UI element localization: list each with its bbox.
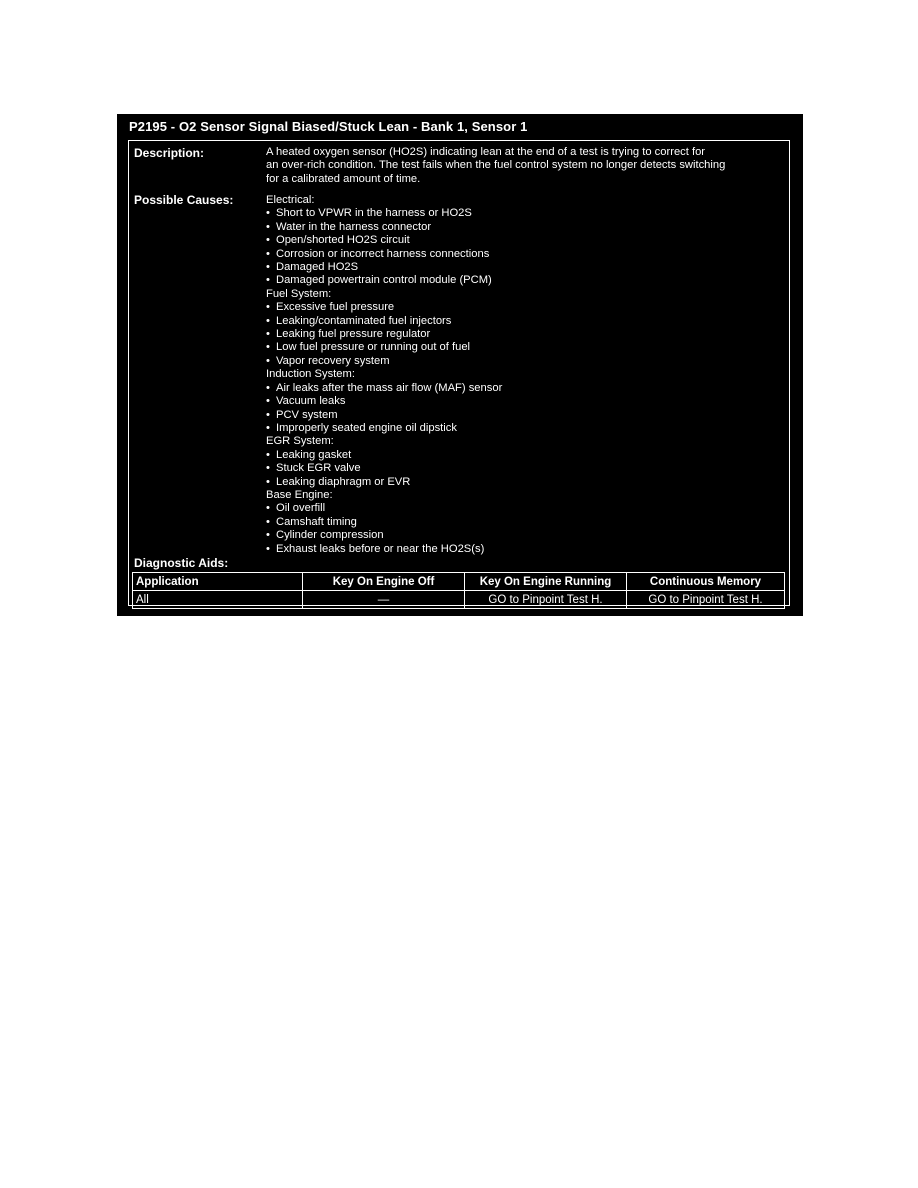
- table-cell: All: [133, 591, 303, 609]
- cause-item: • Exhaust leaks before or near the HO2S(s): [266, 543, 784, 556]
- table-header-row: [133, 573, 785, 591]
- cause-item: • Leaking/contaminated fuel injectors: [266, 315, 784, 328]
- possible-causes-list: [266, 194, 784, 556]
- cause-item: • Cylinder compression: [266, 529, 784, 542]
- description-line: A heated oxygen sensor (HO2S) indicating lean at the end of a test is trying to correct for: [266, 146, 706, 158]
- description-text: [266, 146, 784, 186]
- cause-group-heading: Fuel System:: [266, 287, 332, 300]
- description-line: an over-rich condition. The test fails when the fuel control system no longer detects switching: [266, 159, 726, 172]
- cause-item: • Low fuel pressure or running out of fuel: [266, 341, 784, 354]
- dtc-title: P2195 - O2 Sensor Signal Biased/Stuck Lean - Bank 1, Sensor 1: [129, 119, 528, 134]
- cause-item: • Leaking diaphragm or EVR: [266, 476, 784, 489]
- cause-item: • PCV system: [266, 409, 784, 422]
- cause-item: • Improperly seated engine oil dipstick: [266, 422, 784, 435]
- diagnostic-panel: [117, 114, 803, 616]
- cause-item: • Water in the harness connector: [266, 221, 784, 234]
- cause-item: • Stuck EGR valve: [266, 462, 784, 475]
- column-header-koeo: Key On Engine Off: [303, 573, 465, 591]
- diagnostic-aids-label: Diagnostic Aids:: [134, 556, 229, 570]
- possible-causes-label: Possible Causes:: [134, 193, 234, 207]
- cause-item: • Vacuum leaks: [266, 395, 784, 408]
- cause-group-heading: EGR System:: [266, 435, 334, 448]
- cause-group-heading: Base Engine:: [266, 488, 333, 501]
- cause-item: • Corrosion or incorrect harness connections: [266, 248, 784, 261]
- cause-item: • Vapor recovery system: [266, 355, 784, 368]
- diagnostic-frame: [128, 140, 790, 606]
- description-line: for a calibrated amount of time.: [266, 172, 421, 185]
- table-row: [133, 591, 785, 609]
- cause-item: • Leaking gasket: [266, 449, 784, 462]
- cause-item: • Damaged powertrain control module (PCM): [266, 274, 784, 287]
- cause-item: • Camshaft timing: [266, 516, 784, 529]
- cause-item: • Short to VPWR in the harness or HO2S: [266, 207, 784, 220]
- column-header-continuous-memory: Continuous Memory: [627, 573, 785, 591]
- table-cell: GO to Pinpoint Test H.: [465, 591, 627, 609]
- cause-item: • Air leaks after the mass air flow (MAF) sensor: [266, 382, 784, 395]
- diagnostic-aids-table: [132, 572, 785, 609]
- column-header-koer: Key On Engine Running: [465, 573, 627, 591]
- cause-group-heading: Induction System:: [266, 368, 355, 381]
- column-header-application: Application: [133, 573, 303, 591]
- table-cell: GO to Pinpoint Test H.: [627, 591, 785, 609]
- cause-item: • Oil overfill: [266, 502, 784, 515]
- table-cell: —: [303, 591, 465, 609]
- cause-group-heading: Electrical:: [266, 194, 315, 206]
- cause-item: • Damaged HO2S: [266, 261, 784, 274]
- cause-item: • Open/shorted HO2S circuit: [266, 234, 784, 247]
- description-label: Description:: [134, 146, 205, 160]
- cause-item: • Excessive fuel pressure: [266, 301, 784, 314]
- cause-item: • Leaking fuel pressure regulator: [266, 328, 784, 341]
